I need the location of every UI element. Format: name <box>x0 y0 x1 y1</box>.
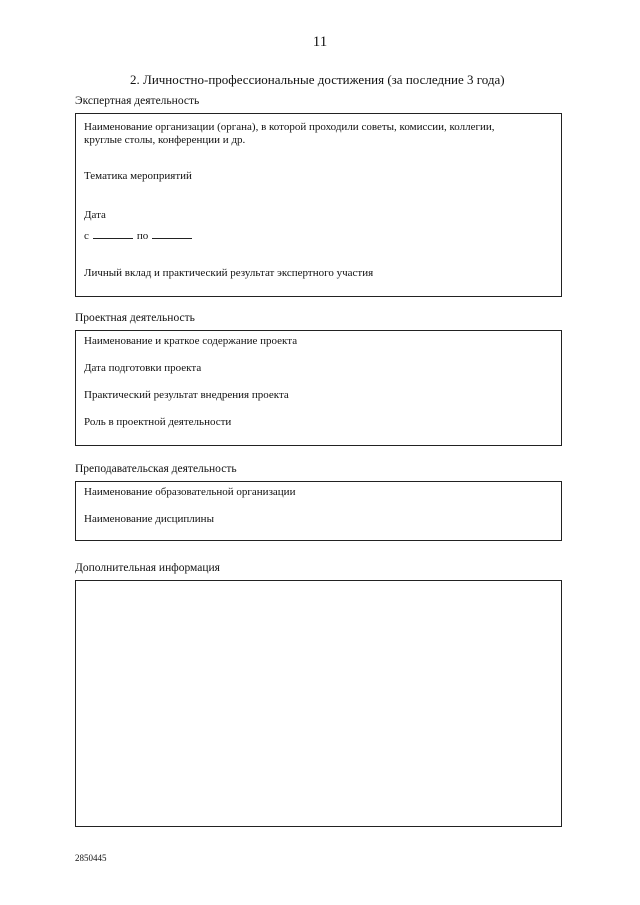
document-code: 2850445 <box>75 853 107 863</box>
date-to-blank[interactable] <box>152 229 192 239</box>
expert-date-label: Дата <box>84 209 106 221</box>
expert-date-range <box>84 229 196 243</box>
project-activity-box[interactable] <box>75 330 562 446</box>
expert-topic-label: Тематика мероприятий <box>84 170 192 182</box>
page-number: 11 <box>312 34 328 50</box>
teaching-discipline-label: Наименование дисциплины <box>84 513 214 525</box>
expert-contribution-label: Личный вклад и практический результат экспертного участия <box>84 267 374 279</box>
expert-org-label-line1: Наименование организации (органа), в которой проходили советы, комиссии, коллегии, <box>84 121 495 133</box>
expert-org-label-line2: круглые столы, конференции и др. <box>84 134 246 146</box>
date-to-label: по <box>136 230 149 242</box>
expert-section-label: Экспертная деятельность <box>75 95 200 107</box>
date-from-blank[interactable] <box>93 229 133 239</box>
additional-section-label: Дополнительная информация <box>75 562 220 574</box>
section-heading: 2. Личностно-профессиональные достижения (за последние 3 года) <box>130 72 505 87</box>
project-result-label: Практический результат внедрения проекта <box>84 389 289 401</box>
project-role-label: Роль в проектной деятельности <box>84 416 232 428</box>
teaching-org-label: Наименование образовательной организации <box>84 486 296 498</box>
expert-activity-box[interactable] <box>75 113 562 297</box>
teaching-activity-box[interactable] <box>75 481 562 541</box>
teaching-section-label: Преподавательская деятельность <box>75 463 237 475</box>
project-prep-date-label: Дата подготовки проекта <box>84 362 202 374</box>
project-section-label: Проектная деятельность <box>75 312 195 324</box>
date-from-label: с <box>84 230 89 242</box>
project-name-label: Наименование и краткое содержание проекта <box>84 335 298 347</box>
additional-info-box[interactable] <box>75 580 562 827</box>
